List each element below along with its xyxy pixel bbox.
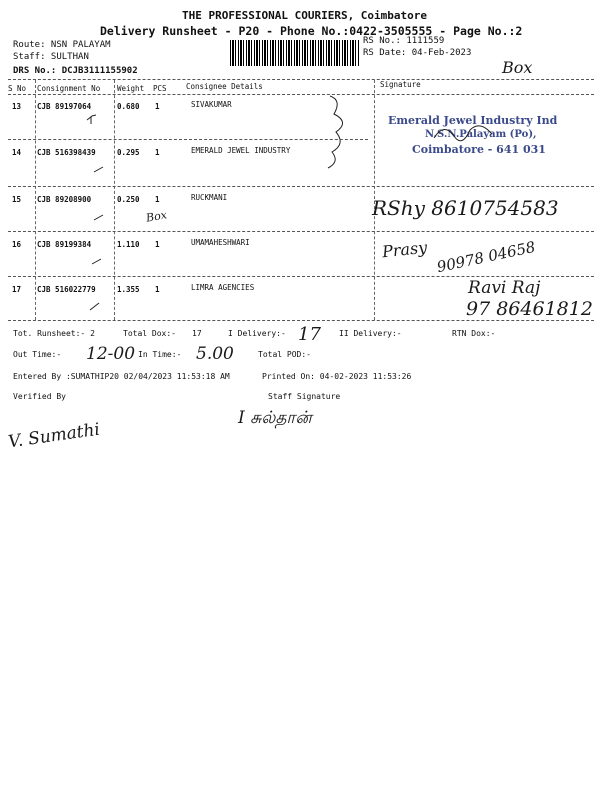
- total-dox-label: Total Dox:-: [123, 329, 176, 338]
- row-15-weight: 0.250: [117, 195, 140, 204]
- entered-by: Entered By :SUMATHIP20 02/04/2023 11:53:18 AM: [13, 372, 230, 381]
- col-signature: Signature: [380, 80, 421, 89]
- table-bottom-rule: [8, 320, 594, 321]
- column-separator: [114, 80, 115, 320]
- route-label: Route: NSN PALAYAM: [13, 40, 111, 50]
- handwritten-box-note: Box: [502, 58, 533, 77]
- col-sno: S No: [8, 84, 27, 93]
- total-pod-label: Total POD:-: [258, 350, 311, 359]
- row-13-pcs: 1: [155, 102, 160, 111]
- drs-number: DRS No.: DCJB3111155902: [13, 66, 138, 76]
- printed-on: Printed On: 04-02-2023 11:53:26: [262, 372, 412, 381]
- row-17-weight: 1.355: [117, 285, 140, 294]
- row-15-pcs: 1: [155, 195, 160, 204]
- row-17-pcs: 1: [155, 285, 160, 294]
- rtn-dox-label: RTN Dox:-: [452, 329, 496, 338]
- row-17-signature-name: Ravi Raj: [468, 278, 541, 298]
- row-15-tick-mark: [92, 212, 106, 222]
- table-top-rule: [8, 79, 594, 80]
- row-17-tick-mark: [88, 300, 102, 312]
- row-15-signature: RShy 8610754583: [372, 196, 559, 220]
- row-14-weight: 0.295: [117, 148, 140, 157]
- row-16-signature-phone: 90978 04658: [435, 237, 537, 277]
- barcode: [230, 40, 360, 66]
- row-16-sno: 16: [12, 240, 22, 249]
- out-time-value: 12-00: [86, 344, 136, 364]
- staff-signature: I சுல்தான்: [238, 408, 312, 428]
- rs-date: RS Date: 04-Feb-2023: [363, 48, 472, 58]
- row-15-consignment: CJB 89208900: [37, 195, 92, 204]
- row-13-consignee: SIVAKUMAR: [191, 100, 232, 109]
- row-15-consignee: RUCKMANI: [191, 193, 228, 202]
- stamp-signature-scribble: [430, 118, 500, 154]
- ii-delivery-label: II Delivery:-: [339, 329, 402, 338]
- row-13-weight: 0.680: [117, 102, 140, 111]
- row-rule: [8, 186, 594, 187]
- row-16-pcs: 1: [155, 240, 160, 249]
- row-13-signature-mark: [320, 92, 360, 172]
- i-delivery-value: 17: [298, 324, 321, 345]
- runsheet-subtitle: Delivery Runsheet - P20 - Phone No.:0422-3505555 - Page No.:2: [100, 24, 523, 38]
- row-14-consignment: CJB 516398439: [37, 148, 96, 157]
- total-dox-value: 17: [192, 329, 202, 338]
- staff-label: Staff: SULTHAN: [13, 52, 89, 62]
- row-14-tick-mark: [92, 164, 106, 174]
- row-13-consignment: CJB 89197064: [37, 102, 92, 111]
- row-16-consignee: UMAMAHESHWARI: [191, 238, 250, 247]
- staff-signature-label: Staff Signature: [268, 392, 341, 401]
- in-time-value: 5.00: [196, 344, 234, 364]
- out-time-label: Out Time:-: [13, 350, 62, 359]
- in-time-label: In Time:-: [138, 350, 182, 359]
- stamp-line-3: Coimbatore - 641 031: [412, 143, 546, 156]
- row-14-sno: 14: [12, 148, 22, 157]
- row-17-consignee: LIMRA AGENCIES: [191, 283, 255, 292]
- stamp-line-1: Emerald Jewel Industry Ind: [388, 114, 558, 127]
- col-pcs: PCS: [153, 84, 167, 93]
- row-16-tick-mark: [90, 256, 104, 266]
- row-14-pcs: 1: [155, 148, 160, 157]
- col-details: Consignee Details: [186, 82, 263, 91]
- row-rule: [8, 276, 594, 277]
- row-13-sno: 13: [12, 102, 22, 111]
- row-16-signature-name: Prasy: [381, 237, 429, 262]
- row-rule: [8, 231, 594, 232]
- row-16-weight: 1.110: [117, 240, 140, 249]
- row-17-consignment: CJB 516022779: [37, 285, 96, 294]
- i-delivery-label: I Delivery:-: [228, 329, 286, 338]
- row-13-tick-mark: [85, 112, 99, 126]
- verifier-signature: V. Sumathi: [7, 419, 102, 453]
- row-15-box-note: Box: [145, 208, 168, 225]
- column-separator: [35, 80, 36, 320]
- row-17-sno: 17: [12, 285, 22, 294]
- row-17-signature-phone: 97 86461812: [466, 298, 593, 320]
- row-14-consignee: EMERALD JEWEL INDUSTRY: [191, 146, 291, 155]
- header-bottom-rule: [8, 94, 594, 95]
- tot-runsheet: Tot. Runsheet:- 2: [13, 329, 95, 338]
- row-15-sno: 15: [12, 195, 22, 204]
- stamp-line-2: N.S.N.Palayam (Po),: [425, 129, 537, 140]
- verified-by-label: Verified By: [13, 392, 66, 401]
- company-title: THE PROFESSIONAL COURIERS, Coimbatore: [182, 9, 428, 22]
- rs-number: RS No.: 1111559: [363, 36, 445, 46]
- col-consignment: Consignment No: [37, 84, 101, 93]
- row-rule: [8, 139, 368, 140]
- col-weight: Weight: [117, 84, 145, 93]
- row-16-consignment: CJB 89199384: [37, 240, 92, 249]
